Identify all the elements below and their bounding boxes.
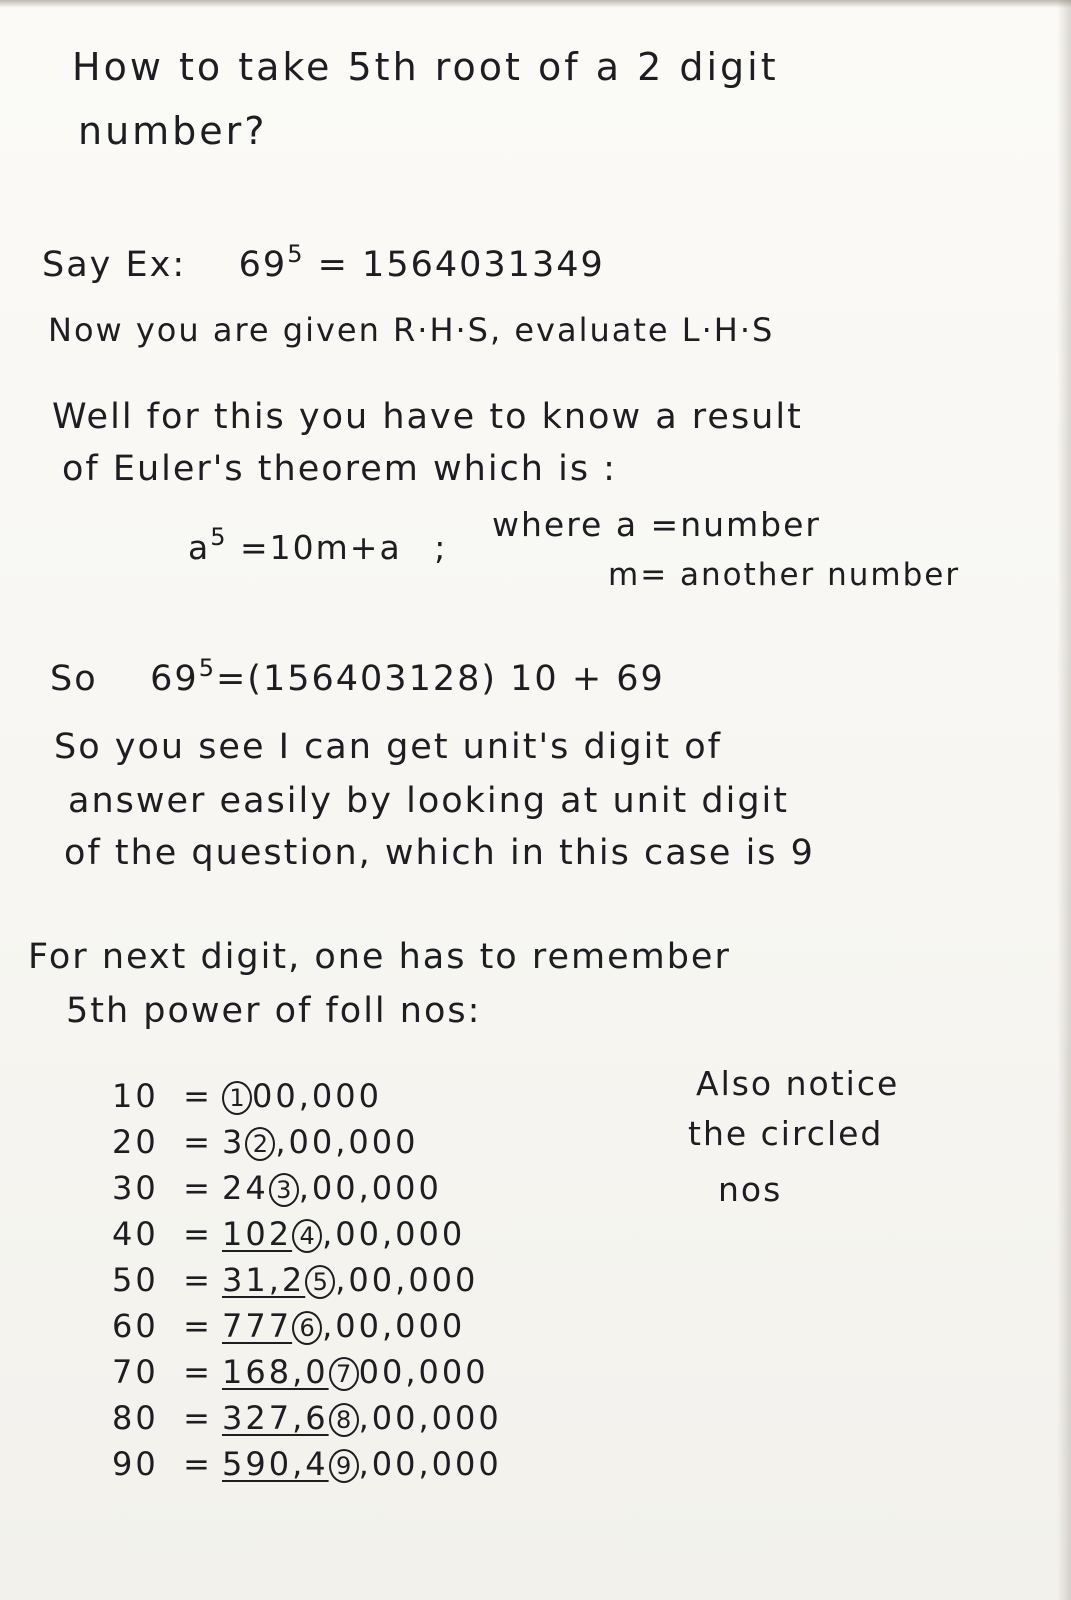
power-value [222,1077,382,1115]
page-right-edge [1057,0,1071,1600]
value-underlined-prefix: 168,0 [222,1353,329,1391]
side-note-line-2: the circled [688,1114,884,1153]
circled-digit: 6 [292,1311,322,1345]
next-digit-line-1: For next digit, one has to remember [28,937,731,977]
instruction-line: Now you are given R·H·S, evaluate L·H·S [48,311,775,349]
value-underlined-prefix: 31,2 [222,1261,306,1299]
equals-sign: = [183,1261,213,1299]
equals-sign: = [183,1077,213,1115]
power-base: 40 [112,1215,159,1253]
value-prefix: 24 [222,1169,269,1207]
power-value [222,1445,502,1483]
so-exponent: 5 [198,654,216,682]
power-value [222,1123,419,1161]
circled-digit: 1 [222,1081,252,1115]
formula-rest: =10m+a [240,528,402,567]
example-base: 69 [238,245,288,285]
power-row [112,1353,489,1391]
formula-exponent: 5 [210,523,228,551]
power-row [112,1215,466,1253]
power-value [222,1353,489,1391]
example-exponent: 5 [287,240,305,268]
equals-sign: = [183,1169,213,1207]
title-line-2: number? [78,109,268,153]
next-digit-line-2: 5th power of foll nos: [66,991,482,1031]
circled-digit: 9 [329,1449,359,1483]
circled-digit: 7 [329,1357,359,1391]
explanation-line-3: of the question, which in this case is 9 [64,833,815,873]
circled-digit: 8 [329,1403,359,1437]
euler-line-1: Well for this you have to know a result [52,397,803,437]
so-rest: =(156403128) 10 + 69 [215,659,665,699]
power-value [222,1307,466,1345]
euler-line-2: of Euler's theorem which is : [62,449,617,489]
equals-sign: = [183,1123,213,1161]
example-line [42,242,605,283]
power-row [112,1077,382,1115]
power-base: 80 [112,1399,159,1437]
where-m-line: m= another number [608,557,961,593]
power-row [112,1399,502,1437]
explanation-line-1: So you see I can get unit's digit of [54,727,722,767]
value-prefix: 3 [222,1123,246,1161]
power-value [222,1261,479,1299]
power-base: 10 [112,1077,159,1115]
equals-sign: = [183,1353,213,1391]
value-underlined-prefix: 102 [222,1215,293,1253]
power-value [222,1169,442,1207]
example-prefix: Say Ex: [42,245,187,285]
power-base: 90 [112,1445,159,1483]
value-suffix: ,00,000 [275,1123,419,1161]
power-row [112,1261,479,1299]
value-suffix: ,00,000 [322,1215,466,1253]
formula-base: a [188,528,211,567]
value-suffix: ,00,000 [358,1399,502,1437]
value-suffix: ,00,000 [335,1261,479,1299]
circled-digit: 2 [245,1127,275,1161]
power-value [222,1215,466,1253]
side-note-line-1: Also notice [696,1064,900,1103]
value-underlined-prefix: 777 [222,1307,293,1345]
equals-sign: = [183,1445,213,1483]
so-prefix: So [50,659,98,699]
so-base: 69 [150,659,199,699]
power-base: 70 [112,1353,159,1391]
power-row [112,1445,502,1483]
title-line-1: How to take 5th root of a 2 digit [72,45,779,89]
value-suffix: 00,000 [252,1077,382,1115]
value-suffix: ,00,000 [298,1169,442,1207]
equals-sign: = [183,1307,213,1345]
equals-sign: = [183,1215,213,1253]
circled-digit: 3 [269,1173,299,1207]
formula-separator: ; [434,528,448,567]
explanation-line-2: answer easily by looking at unit digit [68,781,790,821]
power-base: 50 [112,1261,159,1299]
power-row [112,1123,419,1161]
euler-formula [188,523,448,567]
example-rhs: = 1564031349 [317,245,605,285]
circled-digit: 4 [292,1219,322,1253]
side-note-line-3: nos [718,1170,783,1209]
power-row [112,1307,466,1345]
circled-digit: 5 [305,1265,335,1299]
value-suffix: ,00,000 [322,1307,466,1345]
value-underlined-prefix: 590,4 [222,1445,329,1483]
power-base: 30 [112,1169,159,1207]
power-row [112,1169,442,1207]
where-a-line: where a =number [492,505,821,544]
so-line [50,656,665,697]
power-base: 60 [112,1307,159,1345]
value-suffix: 00,000 [358,1353,489,1391]
power-base: 20 [112,1123,159,1161]
page-top-edge [0,0,1071,8]
value-suffix: ,00,000 [358,1445,502,1483]
power-value [222,1399,502,1437]
equals-sign: = [183,1399,213,1437]
value-underlined-prefix: 327,6 [222,1399,329,1437]
